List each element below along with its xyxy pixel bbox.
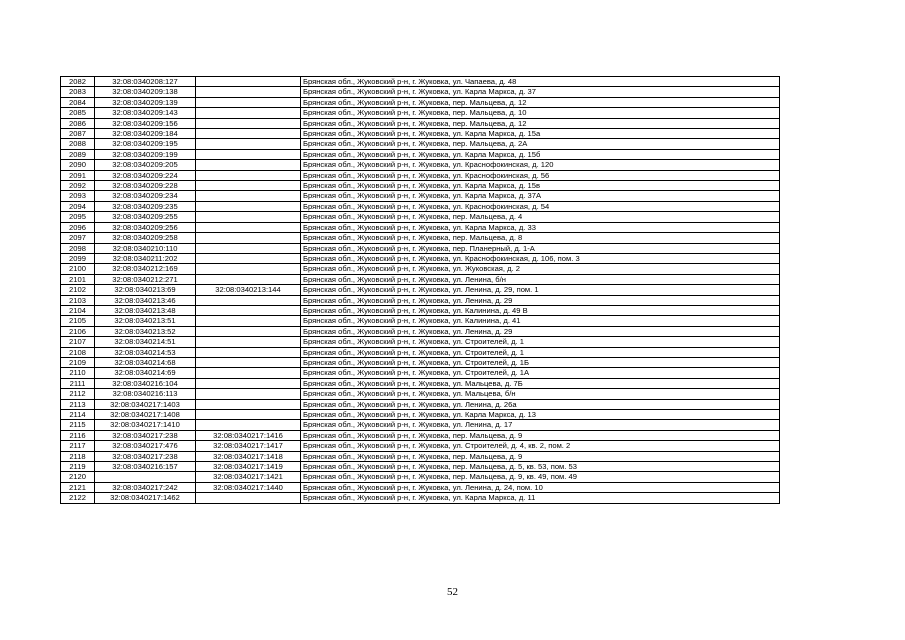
linked-cadastral-number-cell: [196, 264, 301, 274]
linked-cadastral-number-cell: [196, 420, 301, 430]
row-number-cell: 2104: [61, 305, 95, 315]
row-number-cell: 2108: [61, 347, 95, 357]
row-number-cell: 2117: [61, 441, 95, 451]
row-number-cell: 2091: [61, 170, 95, 180]
linked-cadastral-number-cell: 32:08:0340217:1416: [196, 430, 301, 440]
table-row: [61, 326, 780, 336]
linked-cadastral-number-cell: 32:08:0340217:1440: [196, 482, 301, 492]
table-row: [61, 451, 780, 461]
table-row: [61, 493, 780, 503]
table-row: [61, 347, 780, 357]
row-number-cell: 2119: [61, 462, 95, 472]
cadastral-number-cell: 32:08:0340214:51: [95, 337, 196, 347]
linked-cadastral-number-cell: 32:08:0340213:144: [196, 285, 301, 295]
row-number-cell: 2111: [61, 378, 95, 388]
address-cell: Брянская обл., Жуковский р-н, г. Жуковка, пер. Мальцева, д. 9: [301, 430, 780, 440]
cadastral-number-cell: 32:08:0340209:234: [95, 191, 196, 201]
linked-cadastral-number-cell: 32:08:0340217:1421: [196, 472, 301, 482]
table-row: [61, 243, 780, 253]
row-number-cell: 2088: [61, 139, 95, 149]
row-number-cell: 2106: [61, 326, 95, 336]
cadastral-number-cell: 32:08:0340209:256: [95, 222, 196, 232]
row-number-cell: 2100: [61, 264, 95, 274]
table-row: [61, 160, 780, 170]
cadastral-number-cell: 32:08:0340217:476: [95, 441, 196, 451]
address-cell: Брянская обл., Жуковский р-н, г. Жуковка, пер. Мальцева, д. 2А: [301, 139, 780, 149]
address-cell: Брянская обл., Жуковский р-н, г. Жуковка, пер. Мальцева, д. 9, кв. 49, пом. 49: [301, 472, 780, 482]
row-number-cell: 2084: [61, 97, 95, 107]
linked-cadastral-number-cell: [196, 337, 301, 347]
address-cell: Брянская обл., Жуковский р-н, г. Жуковка, ул. Карла Маркса, д. 11: [301, 493, 780, 503]
linked-cadastral-number-cell: [196, 139, 301, 149]
address-cell: Брянская обл., Жуковский р-н, г. Жуковка, пер. Мальцева, д. 12: [301, 118, 780, 128]
address-cell: Брянская обл., Жуковский р-н, г. Жуковка, ул. Чапаева, д. 48: [301, 77, 780, 87]
cadastral-number-cell: 32:08:0340209:199: [95, 149, 196, 159]
address-cell: Брянская обл., Жуковский р-н, г. Жуковка, ул. Калинина, д. 49 В: [301, 305, 780, 315]
address-cell: Брянская обл., Жуковский р-н, г. Жуковка, ул. Калинина, д. 41: [301, 316, 780, 326]
linked-cadastral-number-cell: [196, 233, 301, 243]
cadastral-number-cell: 32:08:0340216:104: [95, 378, 196, 388]
address-cell: Брянская обл., Жуковский р-н, г. Жуковка, ул. Карла Маркса, д. 15а: [301, 129, 780, 139]
row-number-cell: 2113: [61, 399, 95, 409]
cadastral-number-cell: 32:08:0340213:48: [95, 305, 196, 315]
table-row: [61, 399, 780, 409]
table-row: [61, 368, 780, 378]
table-row: [61, 129, 780, 139]
linked-cadastral-number-cell: [196, 108, 301, 118]
row-number-cell: 2095: [61, 212, 95, 222]
address-cell: Брянская обл., Жуковский р-н, г. Жуковка, ул. Мальцева, б/н: [301, 389, 780, 399]
cadastral-number-cell: 32:08:0340213:69: [95, 285, 196, 295]
address-cell: Брянская обл., Жуковский р-н, г. Жуковка, пер. Мальцева, д. 10: [301, 108, 780, 118]
cadastral-number-cell: 32:08:0340217:1408: [95, 410, 196, 420]
table-row: [61, 212, 780, 222]
row-number-cell: 2112: [61, 389, 95, 399]
row-number-cell: 2090: [61, 160, 95, 170]
row-number-cell: 2082: [61, 77, 95, 87]
linked-cadastral-number-cell: [196, 253, 301, 263]
address-cell: Брянская обл., Жуковский р-н, г. Жуковка, пер. Мальцева, д. 8: [301, 233, 780, 243]
row-number-cell: 2102: [61, 285, 95, 295]
address-cell: Брянская обл., Жуковский р-н, г. Жуковка, ул. Ленина, д. 24, пом. 10: [301, 482, 780, 492]
linked-cadastral-number-cell: 32:08:0340217:1419: [196, 462, 301, 472]
row-number-cell: 2118: [61, 451, 95, 461]
address-cell: Брянская обл., Жуковский р-н, г. Жуковка, ул. Ленина, д. 29, пом. 1: [301, 285, 780, 295]
address-cell: Брянская обл., Жуковский р-н, г. Жуковка, пер. Планерный, д. 1-А: [301, 243, 780, 253]
cadastral-number-cell: 32:08:0340209:138: [95, 87, 196, 97]
row-number-cell: 2101: [61, 274, 95, 284]
table-row: [61, 139, 780, 149]
table-row: [61, 462, 780, 472]
table-row: [61, 77, 780, 87]
cadastral-number-cell: 32:08:0340209:143: [95, 108, 196, 118]
table-row: [61, 410, 780, 420]
row-number-cell: 2115: [61, 420, 95, 430]
cadastral-number-cell: 32:08:0340208:127: [95, 77, 196, 87]
cadastral-number-cell: 32:08:0340214:53: [95, 347, 196, 357]
linked-cadastral-number-cell: [196, 493, 301, 503]
row-number-cell: 2107: [61, 337, 95, 347]
cadastral-number-cell: 32:08:0340209:139: [95, 97, 196, 107]
row-number-cell: 2120: [61, 472, 95, 482]
address-cell: Брянская обл., Жуковский р-н, г. Жуковка, ул. Мальцева, д. 7Б: [301, 378, 780, 388]
address-cell: Брянская обл., Жуковский р-н, г. Жуковка, пер. Мальцева, д. 5, кв. 53, пом. 53: [301, 462, 780, 472]
linked-cadastral-number-cell: [196, 274, 301, 284]
cadastral-number-cell: 32:08:0340213:46: [95, 295, 196, 305]
cadastral-number-cell: 32:08:0340217:238: [95, 430, 196, 440]
table-row: [61, 316, 780, 326]
table-row: [61, 97, 780, 107]
property-table: [60, 76, 780, 504]
linked-cadastral-number-cell: [196, 129, 301, 139]
address-cell: Брянская обл., Жуковский р-н, г. Жуковка, ул. Карла Маркса, д. 37: [301, 87, 780, 97]
address-cell: Брянская обл., Жуковский р-н, г. Жуковка, ул. Ленина, д. 17: [301, 420, 780, 430]
table-row: [61, 337, 780, 347]
table-row: [61, 274, 780, 284]
address-cell: Брянская обл., Жуковский р-н, г. Жуковка, ул. Карла Маркса, д. 15б: [301, 149, 780, 159]
cadastral-number-cell: 32:08:0340209:224: [95, 170, 196, 180]
address-cell: Брянская обл., Жуковский р-н, г. Жуковка, ул. Строителей, д. 1: [301, 347, 780, 357]
cadastral-number-cell: 32:08:0340213:52: [95, 326, 196, 336]
cadastral-number-cell: 32:08:0340214:68: [95, 357, 196, 367]
row-number-cell: 2085: [61, 108, 95, 118]
property-table-body: [61, 77, 780, 504]
table-row: [61, 482, 780, 492]
row-number-cell: 2087: [61, 129, 95, 139]
cadastral-number-cell: 32:08:0340209:235: [95, 201, 196, 211]
row-number-cell: 2093: [61, 191, 95, 201]
row-number-cell: 2122: [61, 493, 95, 503]
linked-cadastral-number-cell: [196, 389, 301, 399]
cadastral-number-cell: 32:08:0340217:238: [95, 451, 196, 461]
address-cell: Брянская обл., Жуковский р-н, г. Жуковка, ул. Строителей, д. 1А: [301, 368, 780, 378]
row-number-cell: 2096: [61, 222, 95, 232]
table-row: [61, 357, 780, 367]
table-row: [61, 285, 780, 295]
cadastral-number-cell: 32:08:0340209:228: [95, 181, 196, 191]
table-row: [61, 222, 780, 232]
cadastral-number-cell: 32:08:0340209:195: [95, 139, 196, 149]
address-cell: Брянская обл., Жуковский р-н, г. Жуковка, ул. Карла Маркса, д. 33: [301, 222, 780, 232]
row-number-cell: 2103: [61, 295, 95, 305]
table-row: [61, 295, 780, 305]
address-cell: Брянская обл., Жуковский р-н, г. Жуковка, ул. Краснофокинская, д. 106, пом. 3: [301, 253, 780, 263]
linked-cadastral-number-cell: [196, 160, 301, 170]
cadastral-number-cell: 32:08:0340209:205: [95, 160, 196, 170]
table-row: [61, 389, 780, 399]
address-cell: Брянская обл., Жуковский р-н, г. Жуковка, ул. Строителей, д. 1: [301, 337, 780, 347]
table-row: [61, 191, 780, 201]
cadastral-number-cell: [95, 472, 196, 482]
linked-cadastral-number-cell: [196, 399, 301, 409]
cadastral-number-cell: 32:08:0340212:169: [95, 264, 196, 274]
table-row: [61, 430, 780, 440]
table-row: [61, 87, 780, 97]
cadastral-number-cell: 32:08:0340217:242: [95, 482, 196, 492]
cadastral-number-cell: 32:08:0340214:69: [95, 368, 196, 378]
row-number-cell: 2121: [61, 482, 95, 492]
linked-cadastral-number-cell: [196, 181, 301, 191]
linked-cadastral-number-cell: 32:08:0340217:1418: [196, 451, 301, 461]
row-number-cell: 2083: [61, 87, 95, 97]
linked-cadastral-number-cell: [196, 295, 301, 305]
row-number-cell: 2114: [61, 410, 95, 420]
cadastral-number-cell: 32:08:0340217:1462: [95, 493, 196, 503]
address-cell: Брянская обл., Жуковский р-н, г. Жуковка, пер. Мальцева, д. 4: [301, 212, 780, 222]
table-row: [61, 233, 780, 243]
cadastral-number-cell: 32:08:0340216:157: [95, 462, 196, 472]
linked-cadastral-number-cell: [196, 326, 301, 336]
row-number-cell: 2086: [61, 118, 95, 128]
cadastral-number-cell: 32:08:0340209:255: [95, 212, 196, 222]
linked-cadastral-number-cell: [196, 97, 301, 107]
cadastral-number-cell: 32:08:0340210:110: [95, 243, 196, 253]
address-cell: Брянская обл., Жуковский р-н, г. Жуковка, ул. Строителей, д. 4, кв. 2, пом. 2: [301, 441, 780, 451]
table-row: [61, 170, 780, 180]
linked-cadastral-number-cell: [196, 201, 301, 211]
row-number-cell: 2092: [61, 181, 95, 191]
table-row: [61, 441, 780, 451]
table-row: [61, 149, 780, 159]
row-number-cell: 2110: [61, 368, 95, 378]
cadastral-number-cell: 32:08:0340217:1403: [95, 399, 196, 409]
page-number: 52: [447, 586, 458, 598]
address-cell: Брянская обл., Жуковский р-н, г. Жуковка, ул. Карла Маркса, д. 15в: [301, 181, 780, 191]
linked-cadastral-number-cell: [196, 368, 301, 378]
address-cell: Брянская обл., Жуковский р-н, г. Жуковка, ул. Ленина, д. 26а: [301, 399, 780, 409]
row-number-cell: 2097: [61, 233, 95, 243]
row-number-cell: 2099: [61, 253, 95, 263]
cadastral-number-cell: 32:08:0340212:271: [95, 274, 196, 284]
address-cell: Брянская обл., Жуковский р-н, г. Жуковка, ул. Ленина, д. 29: [301, 326, 780, 336]
linked-cadastral-number-cell: [196, 357, 301, 367]
linked-cadastral-number-cell: [196, 305, 301, 315]
linked-cadastral-number-cell: [196, 212, 301, 222]
linked-cadastral-number-cell: [196, 347, 301, 357]
cadastral-number-cell: 32:08:0340211:202: [95, 253, 196, 263]
linked-cadastral-number-cell: [196, 378, 301, 388]
address-cell: Брянская обл., Жуковский р-н, г. Жуковка, ул. Ленина, д. 29: [301, 295, 780, 305]
cadastral-number-cell: 32:08:0340209:258: [95, 233, 196, 243]
table-row: [61, 305, 780, 315]
row-number-cell: 2094: [61, 201, 95, 211]
cadastral-number-cell: 32:08:0340209:156: [95, 118, 196, 128]
address-cell: Брянская обл., Жуковский р-н, г. Жуковка, пер. Мальцева, д. 12: [301, 97, 780, 107]
table-row: [61, 472, 780, 482]
row-number-cell: 2105: [61, 316, 95, 326]
table-row: [61, 264, 780, 274]
table-row: [61, 253, 780, 263]
linked-cadastral-number-cell: 32:08:0340217:1417: [196, 441, 301, 451]
address-cell: Брянская обл., Жуковский р-н, г. Жуковка, ул. Карла Маркса, д. 13: [301, 410, 780, 420]
table-row: [61, 181, 780, 191]
linked-cadastral-number-cell: [196, 87, 301, 97]
address-cell: Брянская обл., Жуковский р-н, г. Жуковка, ул. Строителей, д. 1Б: [301, 357, 780, 367]
linked-cadastral-number-cell: [196, 410, 301, 420]
address-cell: Брянская обл., Жуковский р-н, г. Жуковка, ул. Карла Маркса, д. 37А: [301, 191, 780, 201]
cadastral-number-cell: 32:08:0340209:184: [95, 129, 196, 139]
linked-cadastral-number-cell: [196, 316, 301, 326]
address-cell: Брянская обл., Жуковский р-н, г. Жуковка, ул. Жуковская, д. 2: [301, 264, 780, 274]
row-number-cell: 2116: [61, 430, 95, 440]
linked-cadastral-number-cell: [196, 170, 301, 180]
linked-cadastral-number-cell: [196, 77, 301, 87]
linked-cadastral-number-cell: [196, 118, 301, 128]
address-cell: Брянская обл., Жуковский р-н, г. Жуковка, ул. Краснофокинская, д. 120: [301, 160, 780, 170]
row-number-cell: 2089: [61, 149, 95, 159]
address-cell: Брянская обл., Жуковский р-н, г. Жуковка, ул. Краснофокинская, д. 54: [301, 201, 780, 211]
linked-cadastral-number-cell: [196, 243, 301, 253]
linked-cadastral-number-cell: [196, 222, 301, 232]
linked-cadastral-number-cell: [196, 191, 301, 201]
table-row: [61, 118, 780, 128]
cadastral-number-cell: 32:08:0340216:113: [95, 389, 196, 399]
address-cell: Брянская обл., Жуковский р-н, г. Жуковка, пер. Мальцева, д. 9: [301, 451, 780, 461]
table-row: [61, 378, 780, 388]
address-cell: Брянская обл., Жуковский р-н, г. Жуковка, ул. Краснофокинская, д. 56: [301, 170, 780, 180]
table-row: [61, 420, 780, 430]
cadastral-number-cell: 32:08:0340213:51: [95, 316, 196, 326]
table-row: [61, 201, 780, 211]
row-number-cell: 2098: [61, 243, 95, 253]
row-number-cell: 2109: [61, 357, 95, 367]
linked-cadastral-number-cell: [196, 149, 301, 159]
address-cell: Брянская обл., Жуковский р-н, г. Жуковка, ул. Ленина, б/н: [301, 274, 780, 284]
cadastral-number-cell: 32:08:0340217:1410: [95, 420, 196, 430]
table-row: [61, 108, 780, 118]
